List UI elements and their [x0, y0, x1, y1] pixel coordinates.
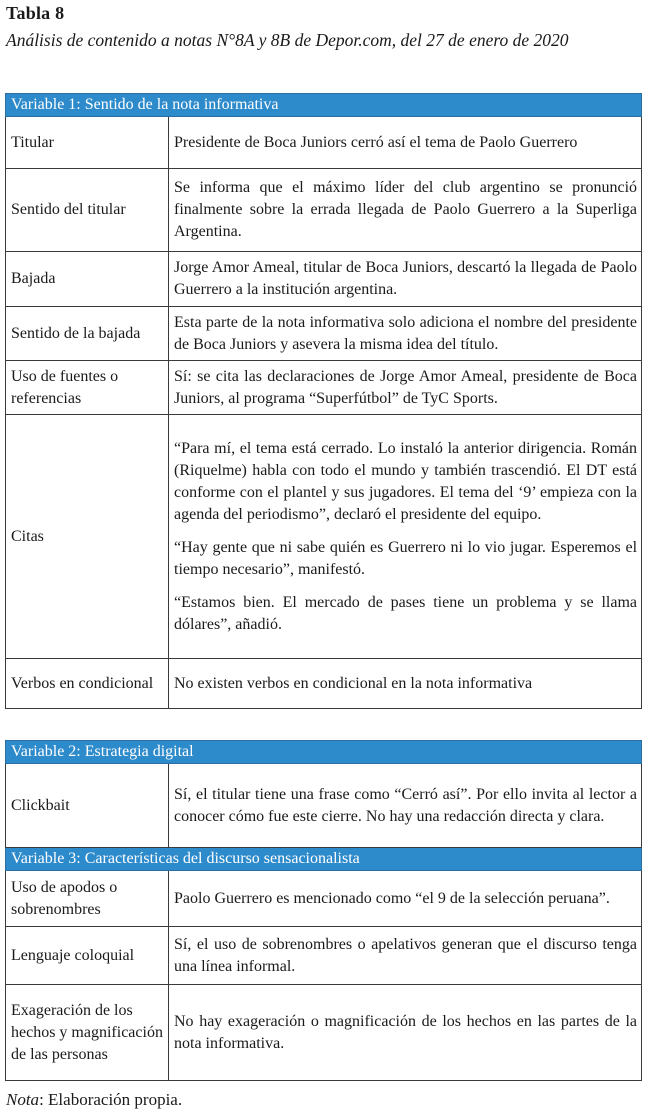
variable-2-header: Variable 2: Estrategia digital — [6, 741, 642, 764]
row-label: Lenguaje coloquial — [6, 927, 169, 985]
row-value: Se informa que el máximo líder del club argentino se pronunció finalmente sobre la errada llegada de Paolo Guerrero a la Superliga Argentina. — [169, 169, 642, 252]
table-row — [6, 252, 642, 307]
row-value: Presidente de Boca Juniors cerró así el tema de Paolo Guerrero — [169, 117, 642, 169]
table-row — [6, 307, 642, 361]
table-row — [6, 415, 642, 659]
variable-3-header: Variable 3: Características del discurso sensacionalista — [6, 848, 642, 871]
variable-3-header-row — [6, 848, 642, 871]
table-row — [6, 927, 642, 985]
quote-paragraph: “Para mí, el tema está cerrado. Lo instaló la anterior dirigencia. Román (Riquelme) habla con todo el mundo y también trascendió. El DT está conforme con el plantel y sus jugadores. El tema del ‘9’ empieza con la agenda del periodismo”, declaró el presidente del equipo. — [174, 439, 638, 523]
row-label: Citas — [6, 415, 169, 659]
variable-2-header-row — [6, 741, 642, 764]
variable-1-table — [5, 93, 642, 709]
row-value: No existen verbos en condicional en la nota informativa — [169, 659, 642, 709]
table-row — [6, 985, 642, 1081]
table-note — [6, 1089, 182, 1111]
table-row — [6, 117, 642, 169]
table-label: Tabla 8 — [6, 3, 65, 23]
row-label: Uso de fuentes o referencias — [6, 361, 169, 415]
quotes-cell — [169, 415, 642, 659]
quote-paragraph: “Hay gente que ni sabe quién es Guerrero ni lo vio jugar. Esperemos el tiempo necesario”, manifestó. — [174, 538, 638, 578]
table-row — [6, 169, 642, 252]
variable-1-header: Variable 1: Sentido de la nota informativa — [6, 94, 642, 117]
row-label: Uso de apodos o sobrenombres — [6, 871, 169, 927]
row-value: Sí, el uso de sobrenombres o apelativos generan que el discurso tenga una línea informal. — [169, 927, 642, 985]
row-label: Titular — [6, 117, 169, 169]
row-label: Clickbait — [6, 764, 169, 848]
note-prefix: Nota — [6, 1090, 40, 1109]
table-row — [6, 659, 642, 709]
table-row — [6, 871, 642, 927]
table-caption: Análisis de contenido a notas N°8A y 8B de Depor.com, del 27 de enero de 2020 — [6, 30, 569, 50]
row-value: Sí: se cita las declaraciones de Jorge Amor Ameal, presidente de Boca Juniors, al programa “Superfútbol” de TyC Sports. — [169, 361, 642, 415]
quote-paragraph: “Estamos bien. El mercado de pases tiene un problema y se llama dólares”, añadió. — [174, 593, 638, 633]
row-value: Jorge Amor Ameal, titular de Boca Juniors, descartó la llegada de Paolo Guerrero a la institución argentina. — [169, 252, 642, 307]
row-label: Sentido de la bajada — [6, 307, 169, 361]
table-row — [6, 361, 642, 415]
variable-1-header-row — [6, 94, 642, 117]
row-label: Sentido del titular — [6, 169, 169, 252]
table-row — [6, 764, 642, 848]
row-value: Esta parte de la nota informativa solo adiciona el nombre del presidente de Boca Juniors y asevera la misma idea del título. — [169, 307, 642, 361]
variable-2-3-table — [5, 740, 642, 1081]
row-label: Verbos en condicional — [6, 659, 169, 709]
row-label: Exageración de los hechos y magnificación de las personas — [6, 985, 169, 1081]
row-value: Paolo Guerrero es mencionado como “el 9 de la selección peruana”. — [169, 871, 642, 927]
row-label: Bajada — [6, 252, 169, 307]
row-value: Sí, el titular tiene una frase como “Cerró así”. Por ello invita al lector a conocer cómo fue este cierre. No hay una redacción directa y clara. — [169, 764, 642, 848]
row-value: No hay exageración o magnificación de los hechos en las partes de la nota informativa. — [169, 985, 642, 1081]
note-text: : Elaboración propia. — [39, 1090, 183, 1109]
